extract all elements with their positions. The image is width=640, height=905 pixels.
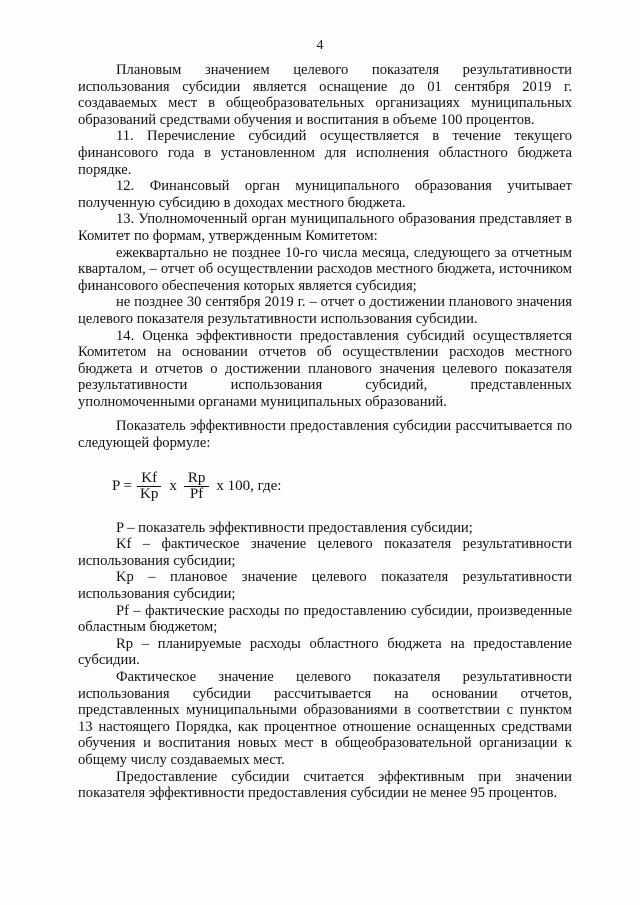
- definition-kp: Kp – плановое значение целевого показателя результативности использования субсидии;: [78, 569, 572, 603]
- formula-numerator-rp: Rp: [184, 471, 210, 487]
- page-number: 4: [316, 38, 324, 53]
- paragraph-12: 12. Финансовый орган муниципального образования учитывает полученную субсидию в доходах местного бюджета.: [78, 178, 572, 211]
- paragraph-formula-intro: Показатель эффективности предоставления субсидии рассчитывается по следующей формуле:: [78, 418, 572, 452]
- paragraph-13: 13. Уполномоченный орган муниципального образования представляет в Комитет по формам, утвержденным Комитетом:: [78, 211, 572, 244]
- definition-pf: Pf – фактические расходы по предоставлению субсидии, произведенные областным бюджетом;: [78, 602, 572, 636]
- formula-lhs: P =: [112, 478, 132, 495]
- paragraph-14: 14. Оценка эффективности предоставления субсидий осуществляется Комитетом на основании отчетов об осуществлении расходов местного бюджета и отчетов о достижении планового значения целевого показателя результативности использования субсидий, представленных уполномоченными органами муниципальных образований.: [78, 327, 572, 410]
- definition-kf: Kf – фактическое значение целевого показателя результативности использования субсидии;: [78, 536, 572, 569]
- paragraph-13-quarterly: ежеквартально не позднее 10-го числа месяца, следующего за отчетным кварталом, – отчет об осуществлении расходов местного бюджета, источником финансового обеспечения которых является субсидия;: [78, 244, 572, 294]
- paragraph-13-deadline: не позднее 30 сентября 2019 г. – отчет о достижении планового значения целевого показателя результативности использования субсидии.: [78, 294, 572, 327]
- efficiency-formula: [78, 466, 572, 508]
- paragraph-target-value: Плановым значением целевого показателя результативности использования субсидии является оснащение до 01 сентября 2019 г. создаваемых мест в общеобразовательных организациях муниципальных образований средствами обучения и воспитания в объеме 100 процентов.: [78, 62, 572, 128]
- paragraph-11: 11. Перечисление субсидий осуществляется в течение текущего финансового года в установленном для исполнения областного бюджета порядке.: [78, 128, 572, 178]
- formula-denominator-kp: Kp: [140, 486, 159, 503]
- formula-fraction-rp-pf: [184, 471, 210, 502]
- formula-fraction-kf-kp: [136, 471, 162, 502]
- paragraph-efficiency-threshold: Предоставление субсидии считается эффективным при значении показателя эффективности предоставления субсидии не менее 95 процентов.: [78, 768, 572, 802]
- formula-denominator-pf: Pf: [189, 486, 204, 503]
- formula-numerator-kf: Kf: [137, 471, 161, 487]
- formula-multiply: x: [169, 478, 177, 495]
- paragraph-actual-value: Фактическое значение целевого показателя результативности использования субсидии рассчитывается на основании отчетов, представленных муниципальными образованиями в соответствии с пунктом 13 настоящего Порядка, как процентное отношение оснащенных средствами обучения и воспитания новых мест в общеобразовательной организации к общему числу создаваемых мест.: [78, 669, 572, 768]
- definition-rp: Rp – планируемые расходы областного бюджета на предоставление субсидии.: [78, 635, 572, 669]
- document-body: [78, 62, 572, 802]
- formula-tail: x 100, где:: [216, 478, 282, 495]
- definition-p: P – показатель эффективности предоставления субсидии;: [116, 519, 473, 536]
